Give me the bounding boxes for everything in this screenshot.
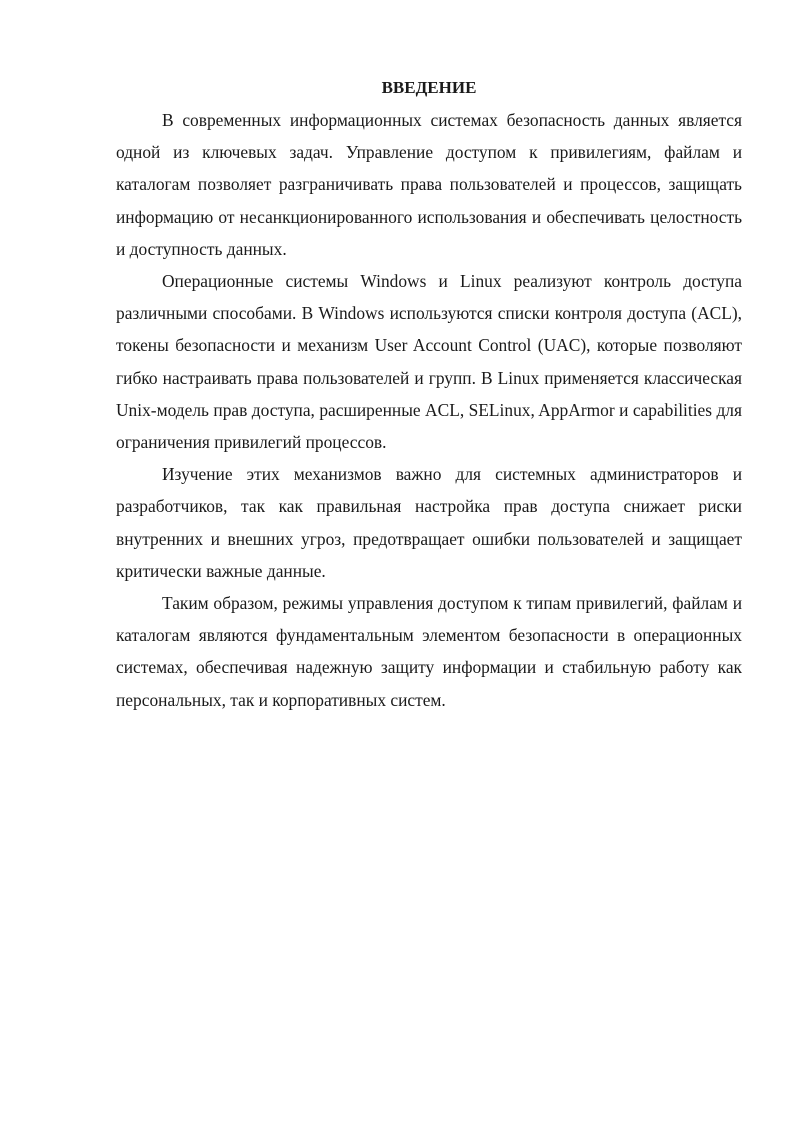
document-body [116,72,742,716]
section-title: ВВЕДЕНИЕ [381,78,477,97]
paragraph-3: Изучение этих механизмов важно для системных администраторов и разработчиков, так как правильная настройка прав доступа снижает риски внутренних и внешних угроз, предотвращает ошибки пользователей и защищает критически важные данные. [116,464,742,581]
paragraph-4: Таким образом, режимы управления доступом к типам привилегий, файлам и каталогам являются фундаментальным элементом безопасности в операционных системах, обеспечивая надежную защиту информации и стабильную работу как персональных, так и корпоративных систем. [116,593,742,710]
paragraph-2: Операционные системы Windows и Linux реализуют контроль доступа различными способами. В Windows используются списки контроля доступа (ACL), токены безопасности и механизм User Account Control (UAC), которые позволяют гибко настраивать права пользователей и групп. В Linux применяется классическая Unix-модель прав доступа, расширенные ACL, SELinux, AppArmor и capabilities для ограничения привилегий процессов. [116,271,742,453]
paragraph-1: В современных информационных системах безопасность данных является одной из ключевых задач. Управление доступом к привилегиям, файлам и каталогам позволяет разграничивать права пользователей и процессов, защищать информацию от несанкционированного использования и обеспечивать целостность и доступность данных. [116,110,742,259]
